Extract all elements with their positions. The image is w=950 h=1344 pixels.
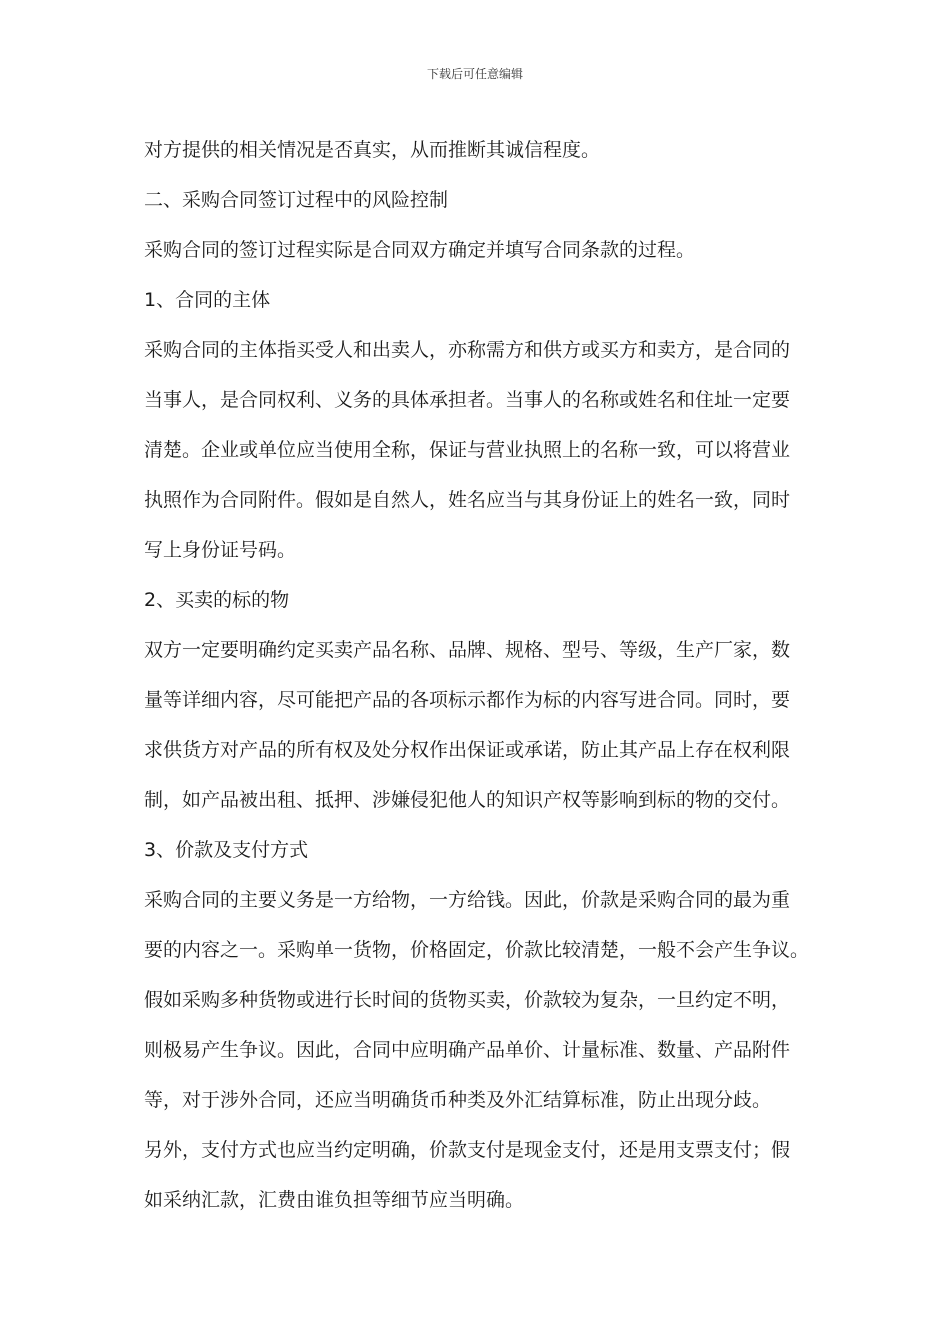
body-text-line: 写上身份证号码。	[144, 539, 297, 561]
body-text-line: 量等详细内容，尽可能把产品的各项标示都作为标的内容写进合同。同时，要	[144, 689, 791, 711]
body-text-line: 当事人，是合同权利、义务的具体承担者。当事人的名称或姓名和住址一定要	[144, 389, 791, 411]
body-text-line: 执照作为合同附件。假如是自然人，姓名应当与其身份证上的姓名一致，同时	[144, 489, 791, 511]
subsection-heading: 2、买卖的标的物	[144, 589, 290, 611]
body-text-line: 采购合同的签订过程实际是合同双方确定并填写合同条款的过程。	[144, 239, 696, 261]
body-text-line: 假如采购多种货物或进行长时间的货物买卖，价款较为复杂，一旦约定不明，	[144, 989, 791, 1011]
body-text-line: 求供货方对产品的所有权及处分权作出保证或承诺，防止其产品上存在权利限	[144, 739, 791, 761]
body-text-line: 采购合同的主要义务是一方给物，一方给钱。因此，价款是采购合同的最为重	[144, 889, 791, 911]
document-body	[144, 136, 824, 1236]
subsection-heading: 3、价款及支付方式	[144, 839, 309, 861]
body-text-line: 要的内容之一。采购单一货物，价格固定，价款比较清楚，一般不会产生争议。	[144, 939, 810, 961]
body-text-line: 清楚。企业或单位应当使用全称，保证与营业执照上的名称一致，可以将营业	[144, 439, 791, 461]
section-heading: 二、采购合同签订过程中的风险控制	[144, 189, 449, 211]
body-text-line: 对方提供的相关情况是否真实，从而推断其诚信程度。	[144, 139, 601, 161]
body-text-line: 如采纳汇款，汇费由谁负担等细节应当明确。	[144, 1189, 525, 1211]
body-text-line: 等，对于涉外合同，还应当明确货币种类及外汇结算标准，防止出现分歧。	[144, 1089, 772, 1111]
body-text-line: 双方一定要明确约定买卖产品名称、品牌、规格、型号、等级，生产厂家，数	[144, 639, 791, 661]
subsection-heading: 1、合同的主体	[144, 289, 271, 311]
body-text-line: 采购合同的主体指买受人和出卖人，亦称需方和供方或买方和卖方，是合同的	[144, 339, 791, 361]
body-text-line: 制，如产品被出租、抵押、涉嫌侵犯他人的知识产权等影响到标的物的交付。	[144, 789, 791, 811]
page-header: 下载后可任意编辑	[426, 67, 523, 81]
body-text-line: 则极易产生争议。因此，合同中应明确产品单价、计量标准、数量、产品附件	[144, 1039, 791, 1061]
body-text-line: 另外，支付方式也应当约定明确，价款支付是现金支付，还是用支票支付；假	[144, 1139, 791, 1161]
